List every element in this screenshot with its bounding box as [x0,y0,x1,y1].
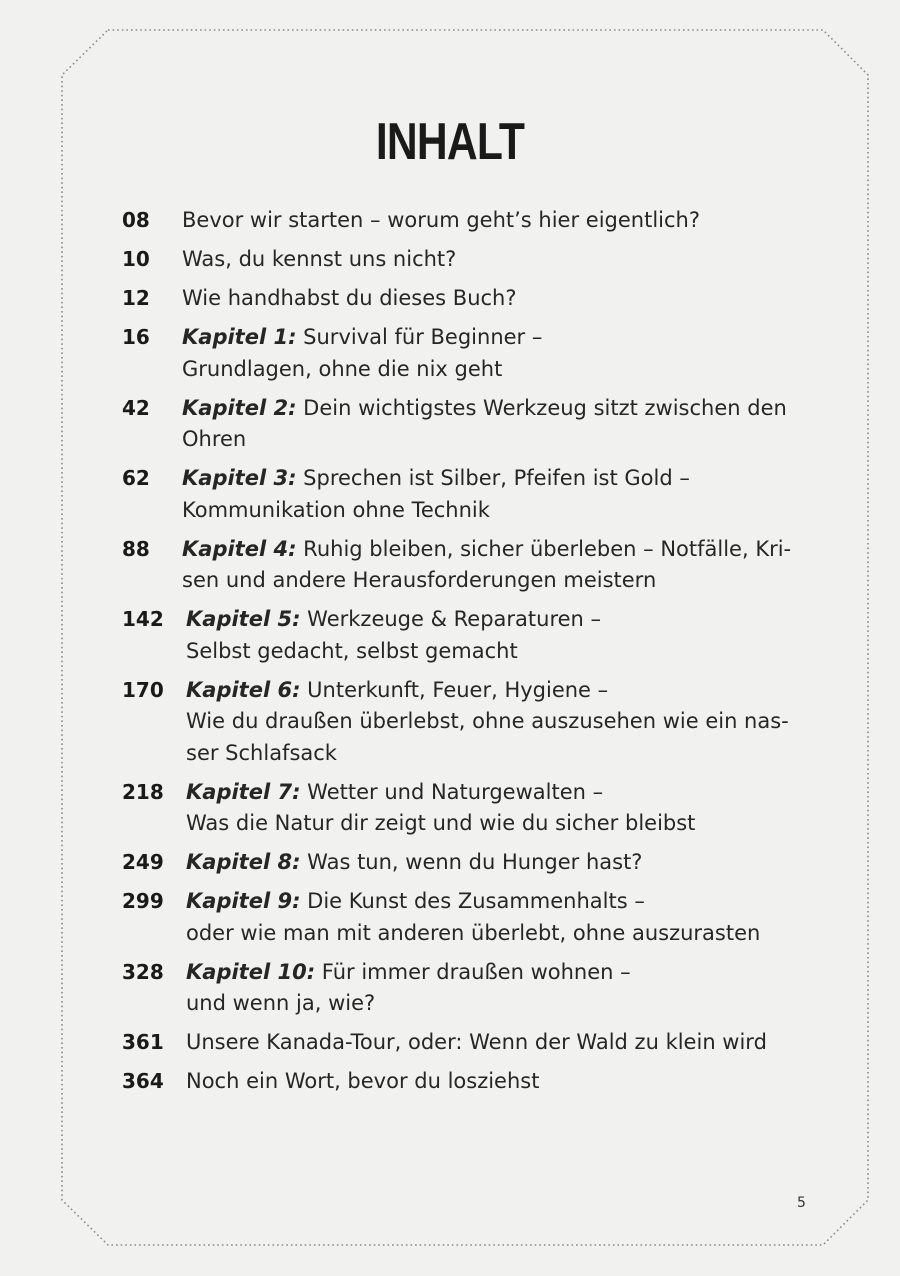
toc-entry-text [182,534,822,597]
toc-entry-title: Grundlagen, ohne die nix geht [182,356,503,381]
toc-page-number: 62 [122,466,150,490]
toc-page-number: 42 [122,395,150,420]
toc-entry-title: Wetter und Naturgewalten – [307,779,604,804]
toc-entry-title: Wie handhabst du dieses Buch? [182,286,517,310]
toc-page-number: 142 [122,607,164,631]
toc-entry-line [182,354,822,386]
toc-entry-line [186,808,822,840]
toc-entry-title: Für immer draußen wohnen – [321,959,631,984]
toc-entry [122,604,822,667]
toc-entry [122,283,822,315]
toc-page-number: 361 [122,1030,164,1054]
toc-entry-text [186,1027,822,1059]
toc-entry-text [186,777,822,840]
toc-entry-title: Sprechen ist Silber, Pfeifen ist Gold – [303,466,690,490]
chapter-label: Kapitel 1: [182,325,297,349]
toc-entry-title: Ohren [182,427,247,451]
toc-page-number: 364 [122,1069,164,1093]
toc-entry-line [186,636,822,668]
table-of-contents [122,205,822,1105]
toc-entry-text [186,957,822,1020]
toc-entry-text [182,283,822,315]
toc-entry-line [186,1066,822,1098]
toc-entry-line [186,604,822,636]
toc-entry-line [182,463,822,495]
toc-entry-text [182,393,822,456]
chapter-label: Kapitel 10: [186,959,316,984]
toc-entry [122,463,822,526]
toc-page-number: 10 [122,247,150,271]
toc-page-number: 16 [122,325,150,349]
toc-entry-title: Dein wichtigstes Werkzeug sitzt zwischen den [303,395,787,420]
page-title: INHALT [375,113,525,171]
toc-page-number: 12 [122,286,150,310]
toc-entry [122,886,822,949]
toc-entry-line [186,777,822,809]
toc-entry-line [186,675,822,707]
toc-entry-title: Unsere Kanada-Tour, oder: Wenn der Wald zu klein wird [186,1030,767,1054]
chapter-label: Kapitel 8: [186,850,301,874]
toc-entry-line [182,534,822,566]
toc-page-number: 170 [122,677,164,702]
toc-entry [122,534,822,597]
toc-page-number: 88 [122,536,150,561]
toc-entry [122,847,822,879]
toc-page-number: 299 [122,889,164,913]
toc-entry [122,1027,822,1059]
chapter-label: Kapitel 2: [182,395,297,420]
toc-entry-text [186,886,822,949]
toc-entry [122,322,822,385]
toc-page-number: 218 [122,779,164,804]
toc-entry-line [182,393,822,425]
toc-entry-title: Noch ein Wort, bevor du losziehst [186,1069,540,1093]
toc-entry-text [182,205,822,237]
toc-page-number: 08 [122,208,150,232]
toc-entry-line [186,1027,822,1059]
toc-entry [122,957,822,1020]
toc-entry-title: Survival für Beginner – [303,325,543,349]
toc-entry-line [182,322,822,354]
toc-entry-title: und wenn ja, wie? [186,991,376,1015]
toc-entry-text [182,244,822,276]
toc-entry-line [186,738,822,770]
chapter-label: Kapitel 4: [182,536,297,561]
toc-entry-title: Unterkunft, Feuer, Hygiene – [307,677,609,702]
toc-entry-text [182,322,822,385]
toc-entry-text [186,847,822,879]
chapter-label: Kapitel 6: [186,677,301,702]
toc-entry-title: Ruhig bleiben, sicher überleben – Notfälle, Kri- [303,536,792,561]
chapter-label: Kapitel 3: [182,466,297,490]
toc-entry [122,393,822,456]
page-number: 5 [797,1195,806,1211]
toc-entry-title: Was tun, wenn du Hunger hast? [307,850,643,874]
chapter-label: Kapitel 9: [186,889,301,913]
chapter-label: Kapitel 7: [186,779,301,804]
toc-entry-title: Kommunikation ohne Technik [182,497,490,522]
toc-page-number: 249 [122,850,164,874]
toc-entry-title: ser Schlafsack [186,740,337,765]
toc-entry-line [186,957,822,989]
toc-entry-line [186,886,822,918]
toc-entry-line [182,424,822,456]
toc-entry-line [186,706,822,738]
toc-entry-line [182,565,822,597]
toc-entry-line [186,918,822,950]
toc-entry-title: Was, du kennst uns nicht? [182,247,457,271]
toc-entry [122,675,822,770]
toc-entry [122,244,822,276]
toc-entry [122,205,822,237]
toc-entry [122,1066,822,1098]
chapter-label: Kapitel 5: [186,607,301,631]
toc-entry-line [186,847,822,879]
toc-entry-text [186,604,822,667]
toc-entry-text [186,675,822,770]
toc-entry-title: Bevor wir starten – worum geht’s hier eigentlich? [182,208,700,232]
toc-page-number: 328 [122,959,164,984]
toc-entry-line [182,283,822,315]
toc-entry-line [182,205,822,237]
toc-entry-title: Selbst gedacht, selbst gemacht [186,638,518,663]
toc-entry-title: Werkzeuge & Reparaturen – [307,607,602,631]
toc-entry [122,777,822,840]
toc-entry-title: sen und andere Herausforderungen meistern [182,568,657,592]
toc-entry-line [182,244,822,276]
toc-entry-line [186,988,822,1020]
toc-entry-title: Was die Natur dir zeigt und wie du sicher bleibst [186,811,696,835]
toc-entry-line [182,495,822,527]
toc-entry-text [186,1066,822,1098]
toc-entry-text [182,463,822,526]
toc-entry-title: Wie du draußen überlebst, ohne auszusehen wie ein nas- [186,709,789,733]
toc-entry-title: Die Kunst des Zusammenhalts – [307,889,645,913]
toc-entry-title: oder wie man mit anderen überlebt, ohne auszurasten [186,920,761,945]
